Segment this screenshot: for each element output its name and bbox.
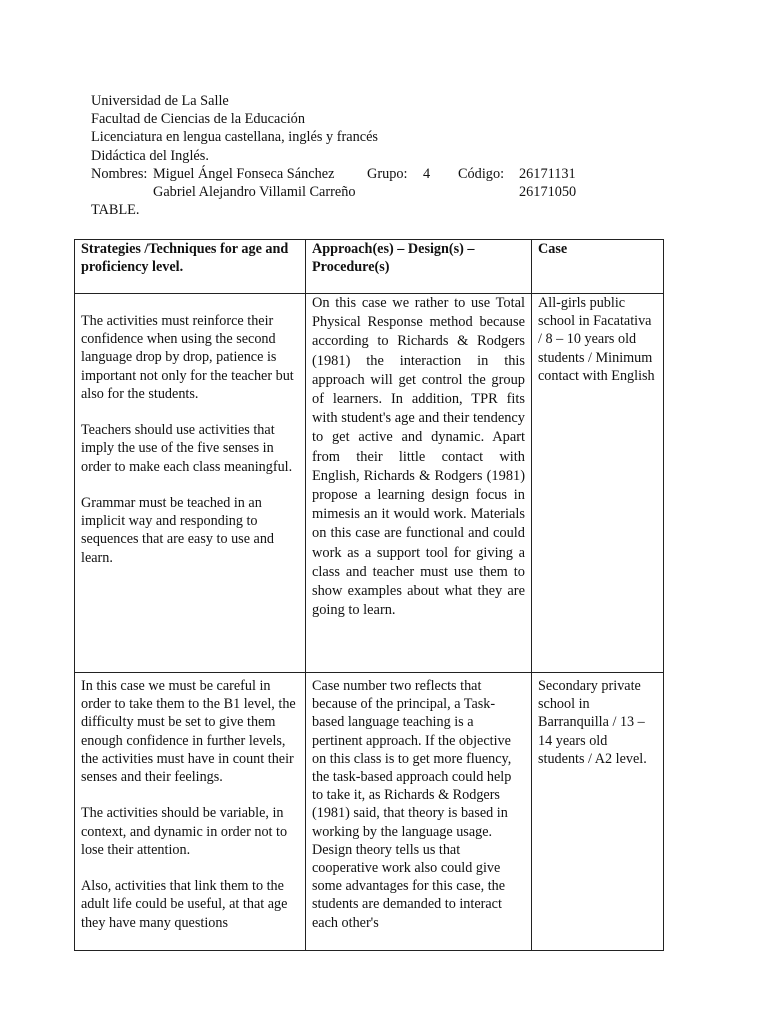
strategies-table	[74, 239, 664, 951]
case-cell	[532, 673, 664, 951]
table-label: TABLE.	[91, 202, 140, 219]
group-label: Grupo:	[367, 165, 408, 182]
names-row	[91, 165, 576, 183]
case-text: All-girls public school in Facatativa / 8 – 10 years old students / Minimum contact with English	[538, 295, 655, 384]
case-cell	[532, 294, 664, 673]
faculty-name: Facultad de Ciencias de la Educación	[91, 111, 305, 128]
group-value: 4	[423, 165, 431, 182]
document-header	[91, 92, 577, 219]
table-row	[75, 294, 664, 673]
code-label: Código:	[458, 165, 505, 182]
strategy-paragraph: The activities should be variable, in context, and dynamic in order not to lose their attention.	[81, 805, 288, 858]
strategies-cell	[75, 673, 306, 951]
student-2-name: Gabriel Alejandro Villamil Carreño	[153, 184, 356, 200]
student-1-name: Miguel Ángel Fonseca Sánchez	[153, 165, 335, 182]
strategy-paragraph: Teachers should use activities that imply the use of the five senses in order to make each class meaningful.	[81, 422, 293, 475]
strategy-paragraph: In this case we must be careful in order to take them to the B1 level, the difficulty must be set to give them enough confidence in further levels, the activities must have in count their senses and their feelings.	[81, 678, 296, 786]
university-name: Universidad de La Salle	[91, 93, 229, 109]
strategy-paragraph: The activities must reinforce their confidence when using the second language drop by drop, patience is important not only for the teacher but also for the students.	[81, 313, 294, 402]
student-2-code: 26171050	[519, 184, 577, 200]
header-approach: Approach(es) – Design(s) – Procedure(s)	[306, 240, 532, 294]
approach-cell	[306, 294, 532, 673]
header-case: Case	[532, 240, 664, 294]
strategy-paragraph: Grammar must be teached in an implicit way and responding to sequences that are easy to use and learn.	[81, 495, 275, 566]
table-row	[75, 673, 664, 951]
student-1-code: 26171131	[519, 165, 576, 182]
names-label: Nombres:	[91, 165, 148, 182]
approach-text: Case number two reflects that because of the principal, a Task-based language teaching is a pertinent approach. If the objective on this class is to get more fluency, the task-based approach could help to take it, as Richards & Rodgers (1981) said, that theory is based in working by the language usage. Design theory tells us that cooperative work also could give some advantages for this case, the students are demanded to interact each other's	[312, 678, 512, 931]
case-text: Secondary private school in Barranquilla / 13 – 14 years old students / A2 level.	[538, 678, 647, 767]
degree-name: Licenciatura en lengua castellana, inglés y francés	[91, 129, 378, 146]
approach-text: On this case we rather to use Total Physical Response method because according to Richards & Rodgers (1981) the interaction in this approach will get control the group of learners. In addition, TPR fits with student's age and their tendency to get active and dynamic. Apart from their little contact with English, Richards & Rodgers (1981) propose a learning design focus in mimesis an it would work. Materials on this case are functional and could work as a support tool for giving a class and teacher must use them to show examples about what they are going to learn.	[312, 295, 525, 619]
table-header-row	[75, 240, 664, 294]
names-row-2	[91, 183, 577, 201]
header-strategies: Strategies /Techniques for age and proficiency level.	[75, 240, 306, 294]
strategy-paragraph: Also, activities that link them to the adult life could be useful, at that age they have many questions	[81, 878, 288, 931]
course-name: Didáctica del Inglés.	[91, 147, 209, 164]
strategies-cell	[75, 294, 306, 673]
approach-cell	[306, 673, 532, 951]
